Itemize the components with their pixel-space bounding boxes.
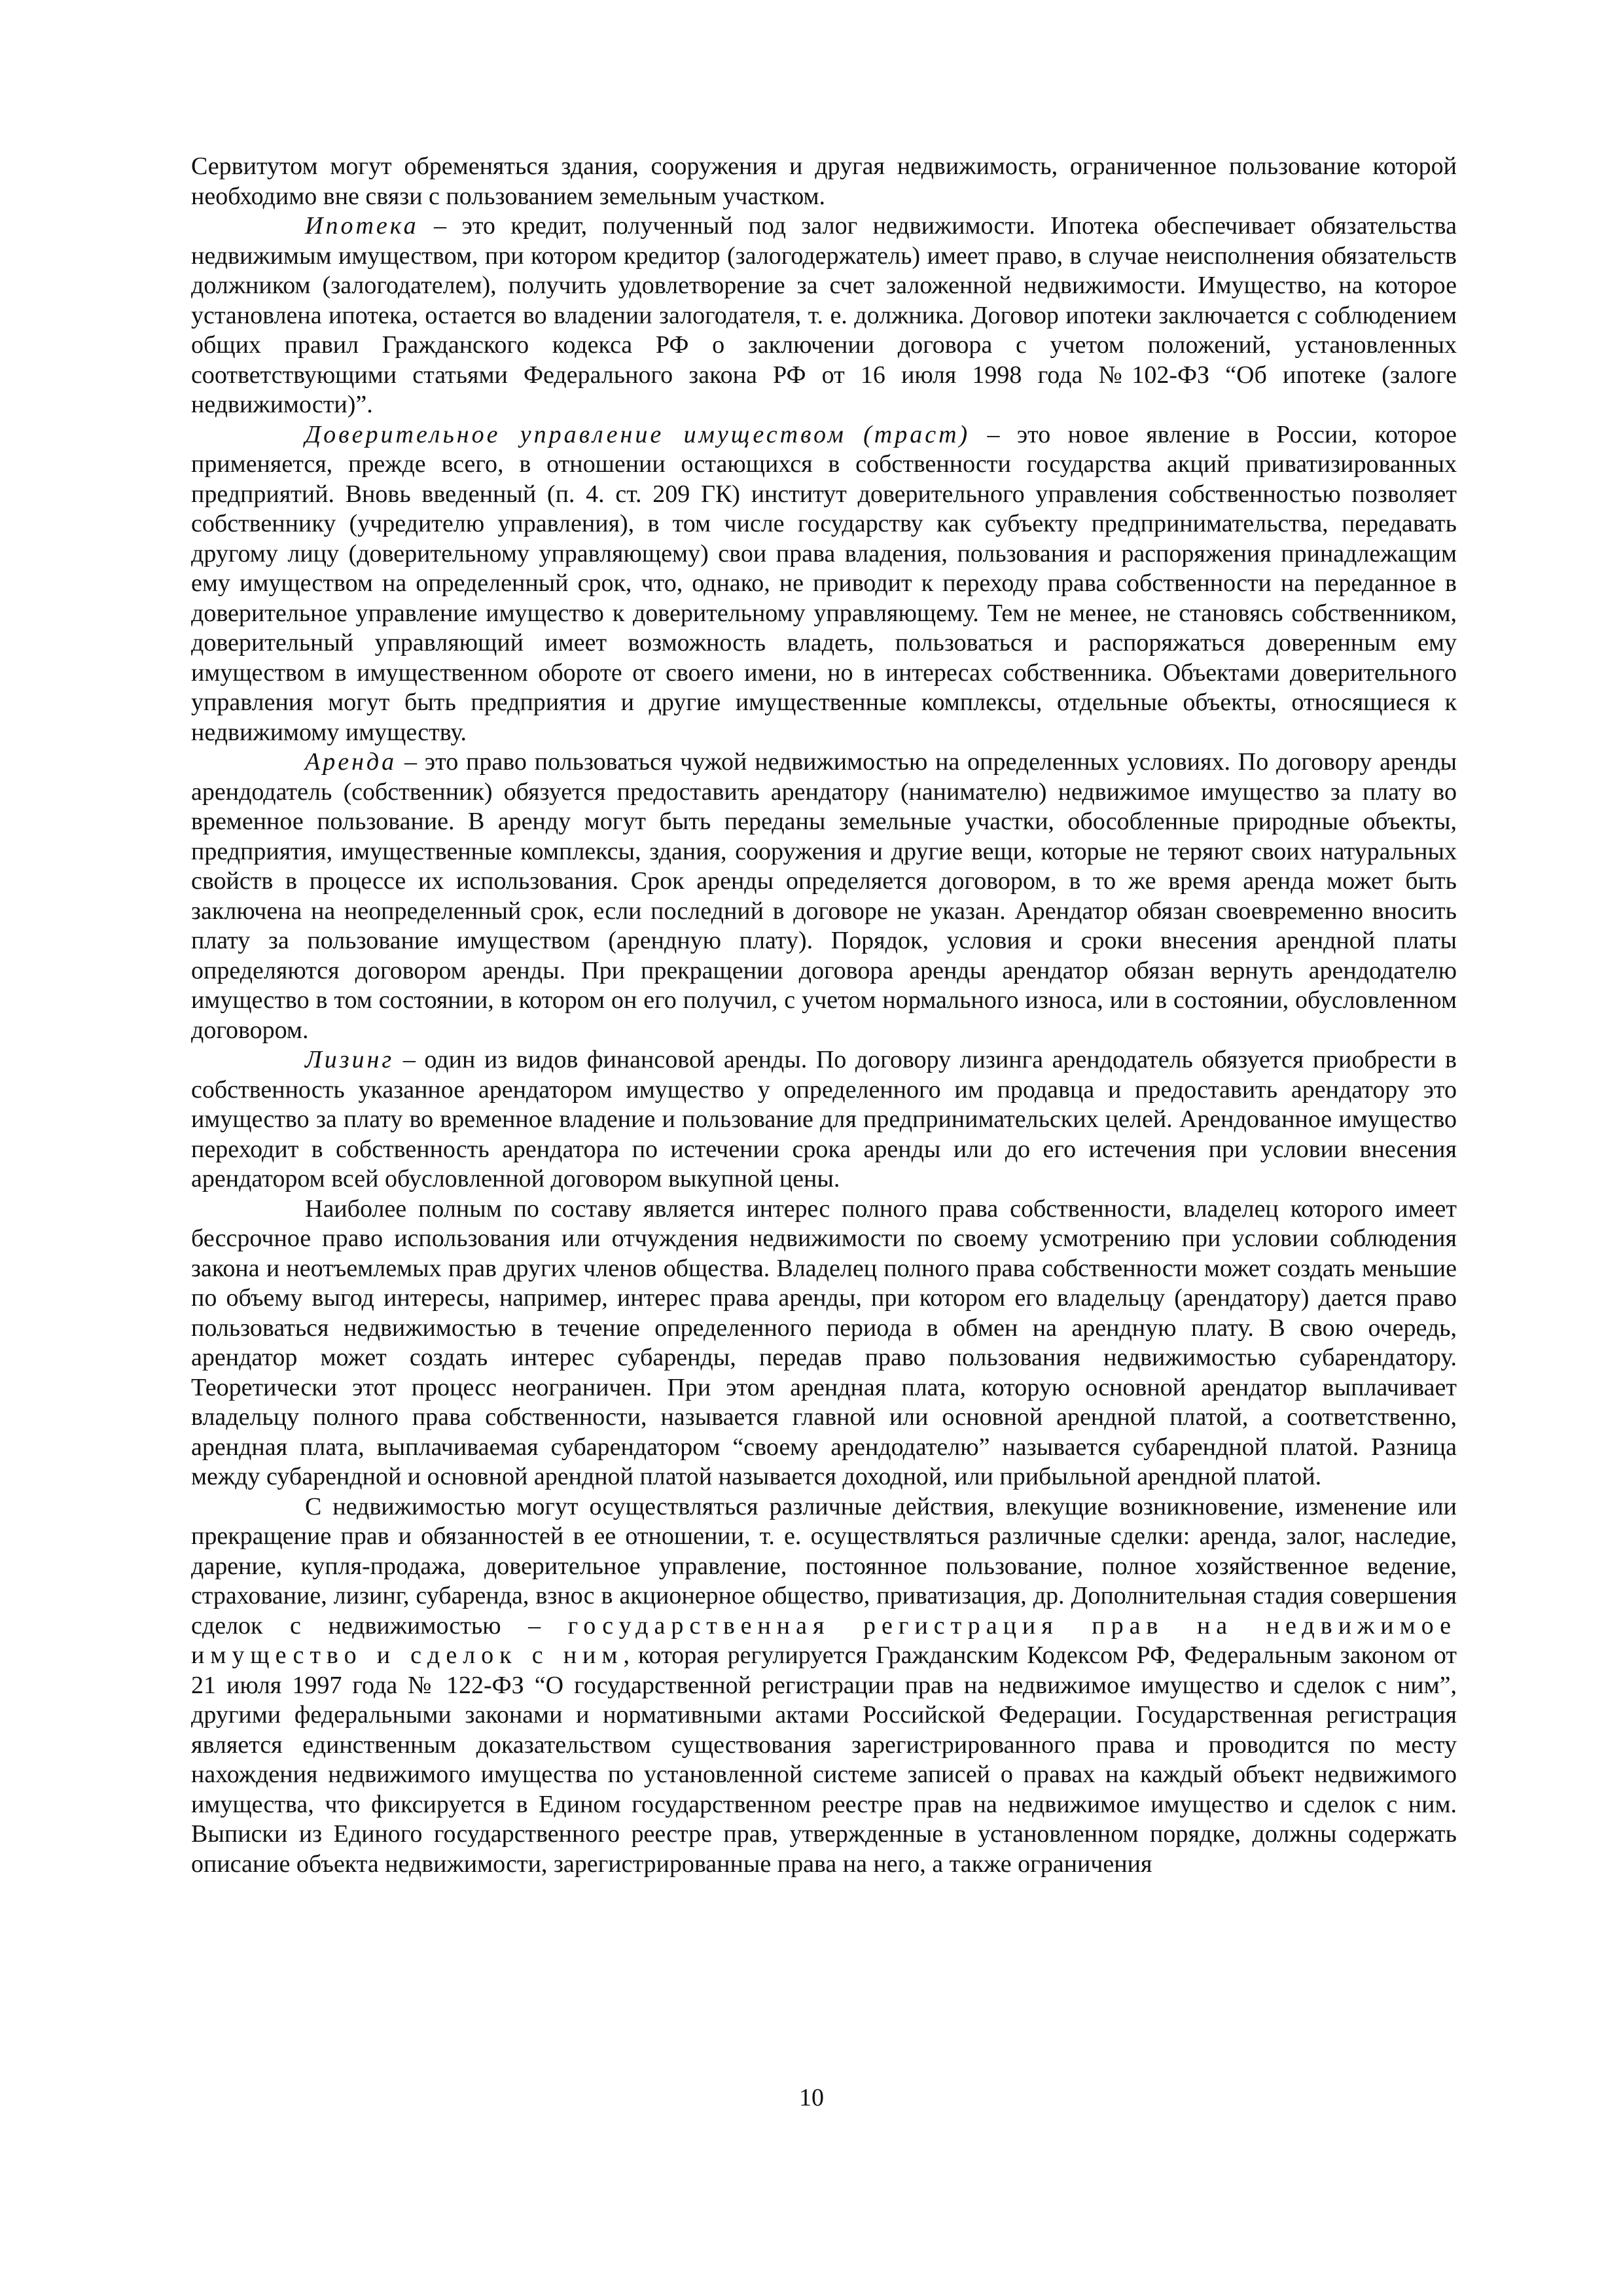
paragraph-rent [191, 747, 1457, 1045]
paragraph-text: Сервитутом могут обременяться здания, сооружения и другая недвижимость, ограниченное пользование которой необходимо вне связи с пользованием земельным участком. [191, 152, 1457, 210]
paragraph-text: – это новое явление в России, которое применяется, прежде всего, в отношении остающихся в собственности государства акций приватизированных предприятий. Вновь введенный (п. 4. ст. 209 ГК) институт доверительного управления собственностью позволяет собственнику (учредителю управления), в том числе государству как субъекту предпринимательства, передавать другому лицу (доверительному управляющему) свои права владения, пользования и распоряжения принадлежащим ему имуществом на определенный срок, что, однако, не приводит к переходу права собственности на переданное в доверительное управление имущество к доверительному управляющему. Тем не менее, не становясь собственником, доверительный управляющий имеет возможность владеть, пользоваться и распоряжаться доверенным ему имуществом в имущественном обороте от своего имени, но в интересах собственника. Объектами доверительного управления могут быть предприятия и другие имущественные комплексы, отдельные объекты, относящиеся к недвижимому имуществу. [191, 420, 1457, 746]
paragraph-trust [191, 420, 1457, 748]
term-trust-paren: (траст) [863, 420, 971, 448]
term-leasing: Лизинг [305, 1046, 395, 1073]
paragraph-mortgage [191, 211, 1457, 420]
document-page [191, 152, 1457, 1879]
paragraph-text-after: , которая регулируется Гражданским Кодексом РФ, Федеральным законом от 21 июля 1997 года № 122-ФЗ “О государственной регистрации прав на недвижимое имущество и сделок с ним”, другими федеральными законами и нормативными актами Российской Федерации. Государственная регистрация является единственным доказательством существования зарегистрированного права и проводится по месту нахождения недвижимого имущества по установленной системе записей о правах на каждый объект недвижимого имущества, что фиксируется в Едином государственном реестре прав на недвижимое имущество и сделок с ним. Выписки из Единого государственного реестре прав, утвержденные в установленном порядке, должны содержать описание объекта недвижимости, зарегистрированные права на него, а также ограничения [191, 1641, 1457, 1878]
term-trust: Доверительное управление имуществом [305, 420, 846, 448]
paragraph-text-before: С недвижимостью могут осуществляться различные действия, влекущие возникновение, изменение или прекращение прав и обязанностей в ее отношении, т. е. осуществляться различные сделки: аренда, залог, наследие, дарение, купля-продажа, доверительное управление, постоянное пользование, полное хозяйственное ведение, страхование, лизинг, субаренда, взнос в акционерное общество, приватизация, др. Дополнительная стадия совершения сделок с недвижимостью – [191, 1492, 1457, 1640]
paragraph-text: – один из видов финансовой аренды. По договору лизинга арендодатель обязуется приобрести в собственность указанное арендатором имущество у определенного им продавца и предоставить арендатору это имущество за плату во временное владение и пользование для предпринимательских целей. Арендованное имущество переходит в собственность арендатора по истечении срока аренды или до его истечения при условии внесения арендатором всей обусловленной договором выкупной цены. [191, 1046, 1457, 1193]
term-rent: Аренда [305, 748, 397, 776]
page-number: 10 [799, 2084, 824, 2111]
paragraph-full-ownership [191, 1194, 1457, 1492]
paragraph-servitude-continuation [191, 152, 1457, 211]
spaced-phrase-state-registration: государственная регистрация прав на недвижимое имущество и сделок с ним [191, 1611, 1457, 1669]
paragraph-text: – это кредит, полученный под залог недвижимости. Ипотека обеспечивает обязательства недвижимым имуществом, при котором кредитор (залогодержатель) имеет право, в случае неисполнения обязательств должником (залогодателем), получить удовлетворение за счет заложенной недвижимости. Имущество, на которое установлена ипотека, остается во владении залогодателя, т. е. должника. Договор ипотеки заключается с соблюдением общих правил Гражданского кодекса РФ о заключении договора с учетом положений, установленных соответствующими статьями Федерального закона РФ от 16 июля 1998 года №102-ФЗ “Об ипотеке (залоге недвижимости)”. [191, 212, 1457, 418]
term-mortgage: Ипотека [305, 212, 419, 240]
paragraph-text: – это право пользоваться чужой недвижимостью на определенных условиях. По договору аренды арендодатель (собственник) обязуется предоставить арендатору (нанимателю) недвижимое имущество за плату во временное пользование. В аренду могут быть переданы земельные участки, обособленные природные объекты, предприятия, имущественные комплексы, здания, сооружения и другие вещи, которые не теряют своих натуральных свойств в процессе их использования. Срок аренды определяется договором, в то же время аренда может быть заключена на неопределенный срок, если последний в договоре не указан. Арендатор обязан своевременно вносить плату за пользование имуществом (арендную плату). Порядок, условия и сроки внесения арендной платы определяются договором аренды. При прекращении договора аренды арендатор обязан вернуть арендодателю имущество в том состоянии, в котором он его получил, с учетом нормального износа, или в состоянии, обусловленном договором. [191, 748, 1457, 1044]
paragraph-text: Наиболее полным по составу является интерес полного права собственности, владелец которого имеет бессрочное право использования или отчуждения недвижимости по своему усмотрению при условии соблюдения закона и неотъемлемых прав других членов общества. Владелец полного права собственности может создать меньшие по объему выгод интересы, например, интерес права аренды, при котором его владельцу (арендатору) дается право пользоваться недвижимостью в течение определенного периода в обмен на арендную плату. В свою очередь, арендатор может создать интерес субаренды, передав право пользования недвижимостью субарендатору. Теоретически этот процесс неограничен. При этом арендная плата, которую основной арендатор выплачивает владельцу полного права собственности, называется главной или основной арендной платой, а соответственно, арендная плата, выплачиваемая субарендатором “своему арендодателю” называется субарендной платой. Разница между субарендной и основной арендной платой называется доходной, или прибыльной арендной платой. [191, 1194, 1457, 1490]
paragraph-transactions [191, 1492, 1457, 1880]
paragraph-leasing [191, 1045, 1457, 1194]
